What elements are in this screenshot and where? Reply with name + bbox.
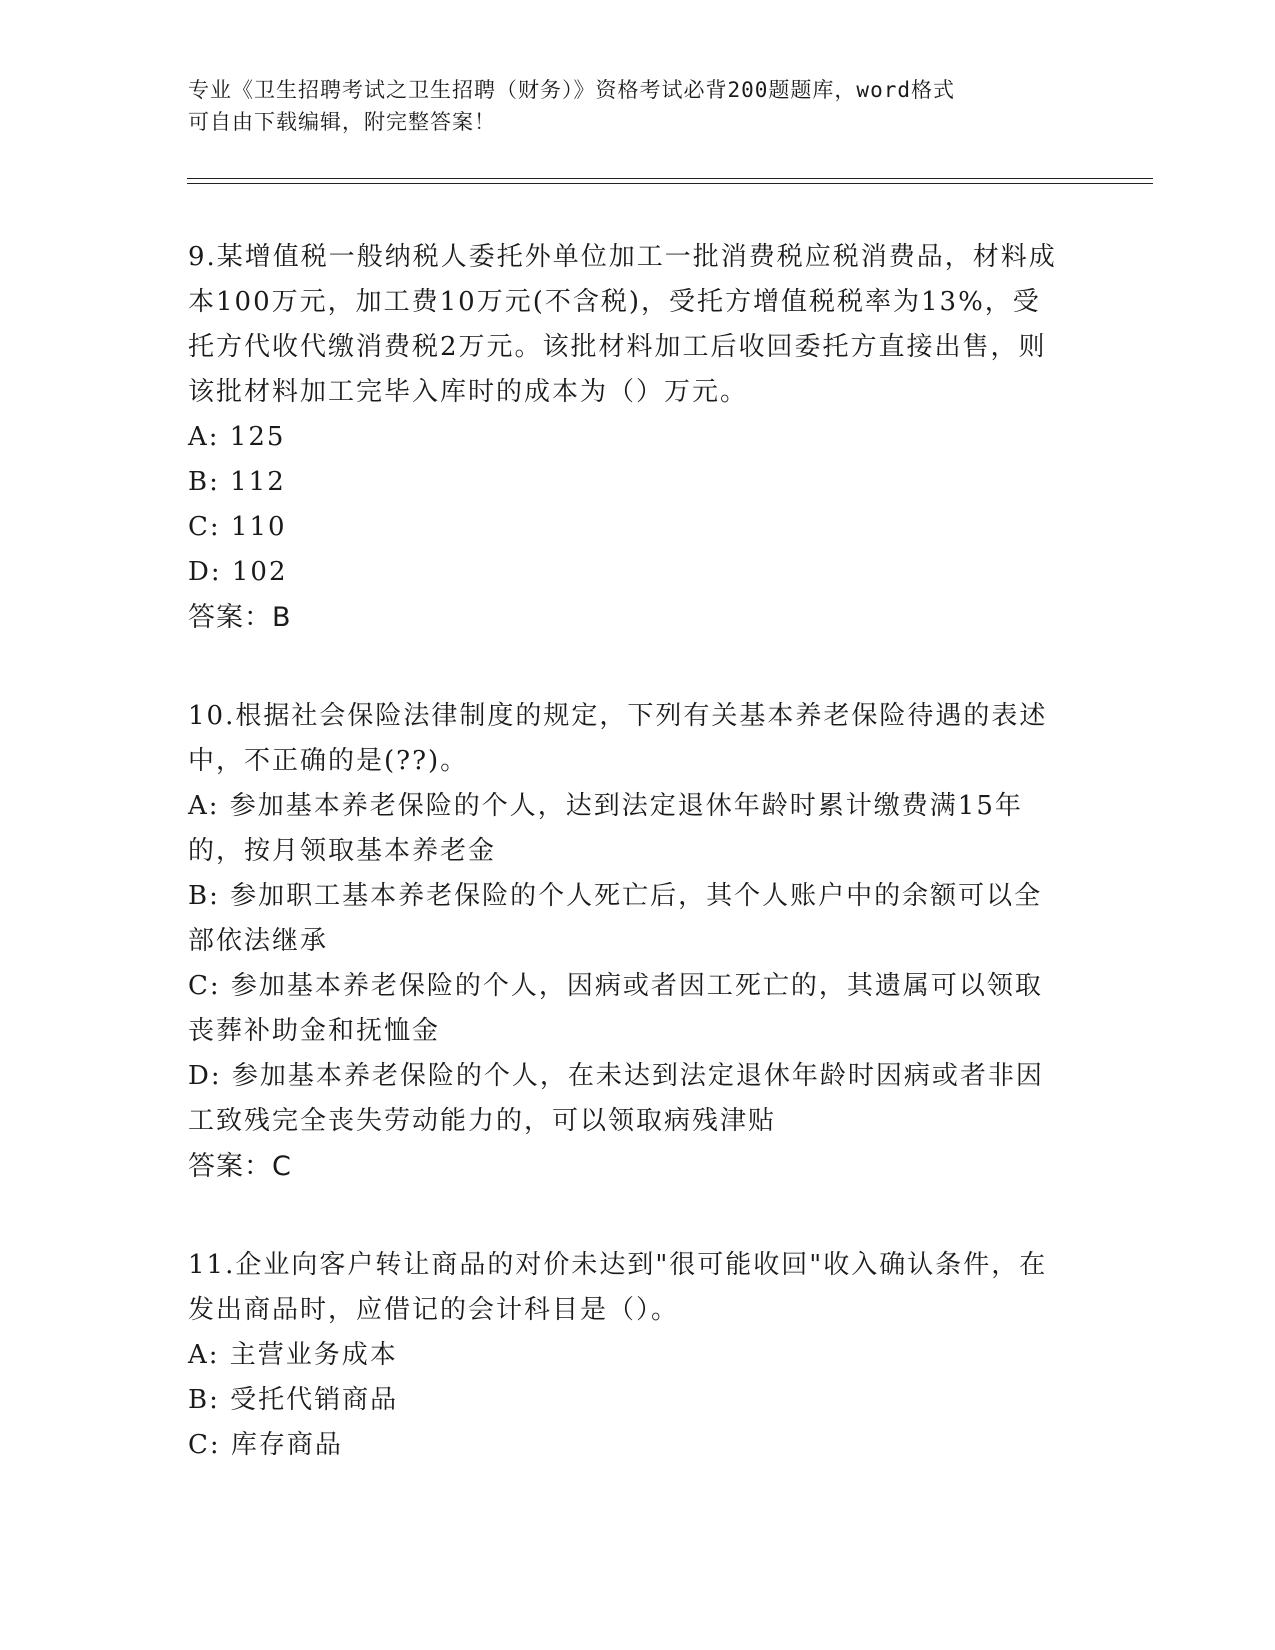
question-text: 9.某增值税一般纳税人委托外单位加工一批消费税应税消费品，材料成本100万元，加工费10万元(不含税)，受托方增值税税率为13%，受托方代收代缴消费税2万元。该批材料加工后收回委托方直接出售，则该批材料加工完毕入库时的成本为（）万元。 xyxy=(188,242,1057,407)
question-10 xyxy=(188,694,1068,1189)
document-header xyxy=(188,74,1088,138)
option-b: B: 112 xyxy=(188,467,286,497)
header-divider-bottom xyxy=(187,183,1153,184)
question-11 xyxy=(188,1243,1068,1468)
header-title-line-2: 可自由下载编辑，附完整答案！ xyxy=(188,110,496,134)
option-a: A: 参加基本养老保险的个人，达到法定退休年龄时累计缴费满15年的，按月领取基本养老金 xyxy=(188,791,1023,866)
option-c: C: 参加基本养老保险的个人，因病或者因工死亡的，其遗属可以领取丧葬补助金和抚恤金 xyxy=(188,971,1043,1046)
answer: 答案：B xyxy=(188,602,292,633)
header-divider-top xyxy=(187,178,1153,179)
option-c: C: 库存商品 xyxy=(188,1430,343,1460)
question-text: 10.根据社会保险法律制度的规定，下列有关基本养老保险待遇的表述中，不正确的是(??)。 xyxy=(188,701,1048,776)
question-9 xyxy=(188,235,1068,640)
option-b: B: 受托代销商品 xyxy=(188,1385,399,1415)
option-a: A: 125 xyxy=(188,422,286,452)
answer: 答案：C xyxy=(188,1151,292,1182)
question-list xyxy=(188,235,1068,1522)
option-a: A: 主营业务成本 xyxy=(188,1340,398,1370)
question-text: 11.企业向客户转让商品的对价未达到"很可能收回"收入确认条件，在发出商品时，应借记的会计科目是（）。 xyxy=(188,1250,1048,1325)
option-d: D: 参加基本养老保险的个人，在未达到法定退休年龄时因病或者非因工致残完全丧失劳动能力的，可以领取病残津贴 xyxy=(188,1061,1044,1136)
option-d: D: 102 xyxy=(188,557,288,587)
option-b: B: 参加职工基本养老保险的个人死亡后，其个人账户中的余额可以全部依法继承 xyxy=(188,881,1043,956)
option-c: C: 110 xyxy=(188,512,287,542)
header-title-line-1: 专业《卫生招聘考试之卫生招聘（财务）》资格考试必背200题题库，word格式 xyxy=(188,78,955,102)
